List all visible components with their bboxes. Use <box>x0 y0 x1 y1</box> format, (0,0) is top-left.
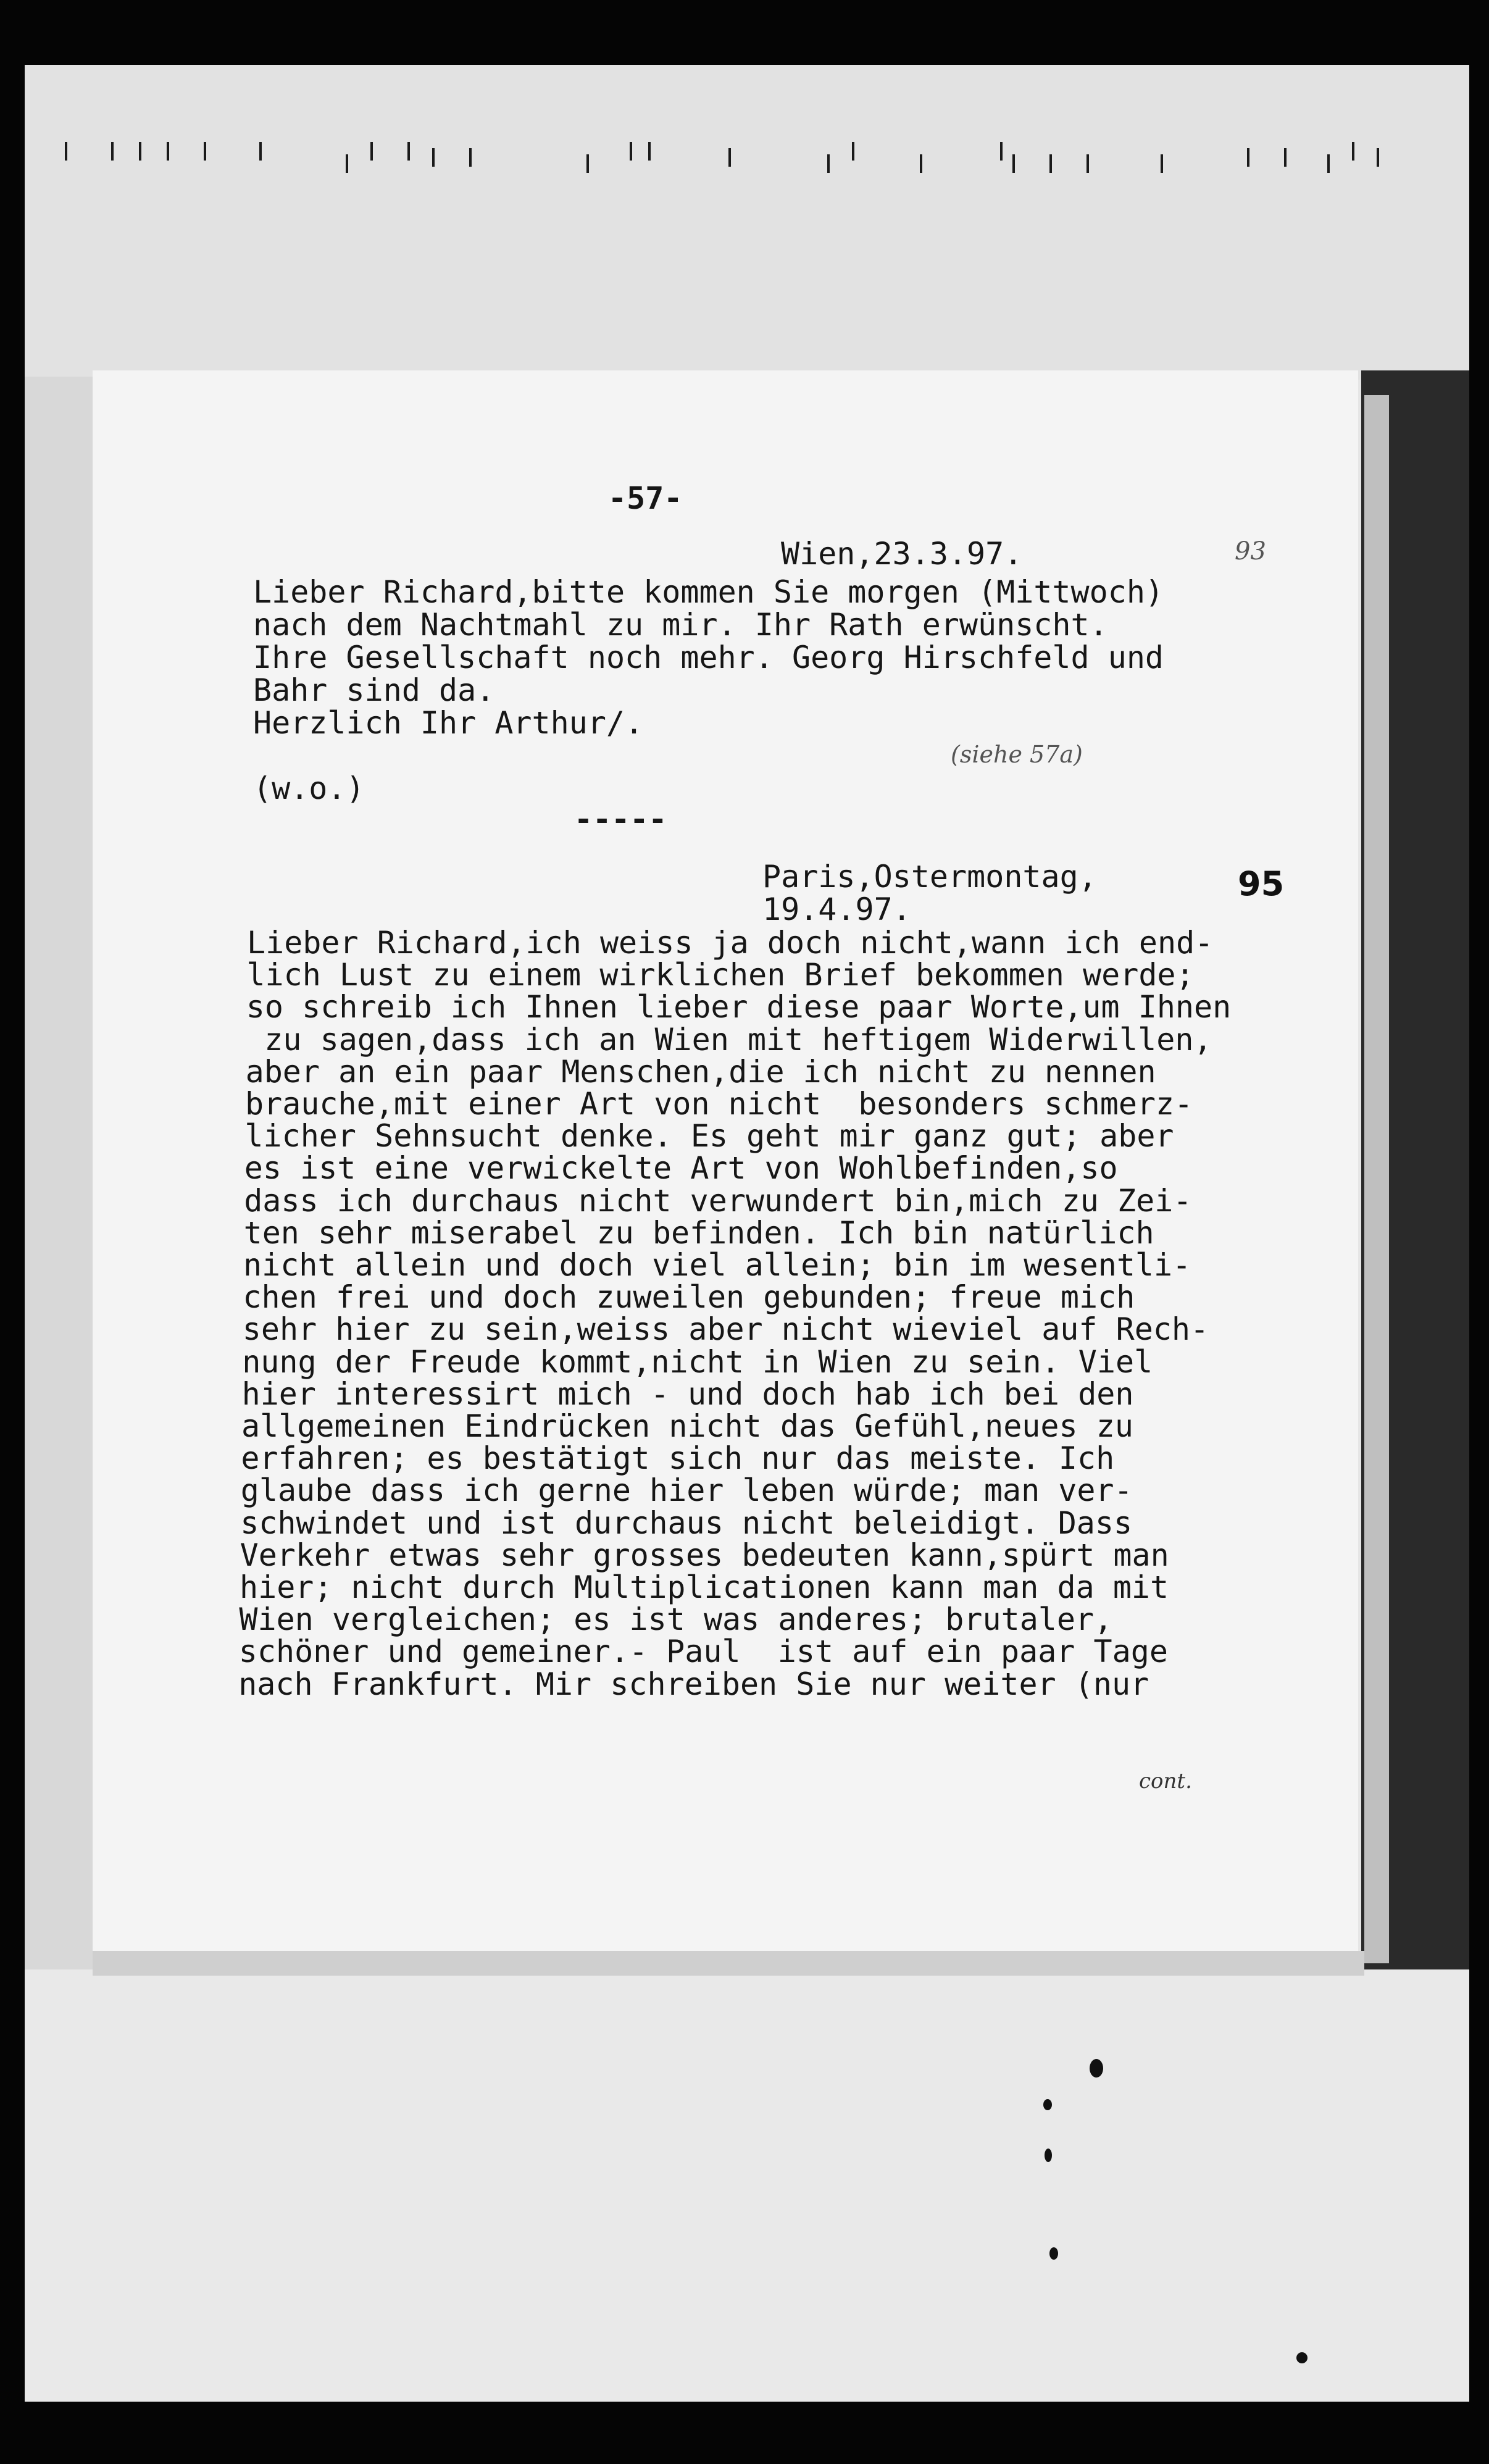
letter1-line: nach dem Nachtmahl zu mir. Ihr Rath erwünscht. <box>253 607 1108 643</box>
letter2-line: es ist eine verwickelte Art von Wohlbefinden,so <box>244 1150 1118 1187</box>
letter1-note: (w.o.) <box>253 771 365 806</box>
letter2-dateline-place: Paris,Ostermontag, <box>762 859 1097 895</box>
tick-mark <box>167 142 169 161</box>
letter1-dateline: Wien,23.3.97. <box>781 536 1023 572</box>
cont-note: cont. <box>1139 1769 1192 1794</box>
tick-mark <box>586 154 589 173</box>
tick-mark <box>407 142 410 161</box>
tick-mark <box>648 142 651 161</box>
letter2-line: nach Frankfurt. Mir schreiben Sie nur weiter (nur <box>238 1666 1149 1702</box>
letter1-line: Lieber Richard,bitte kommen Sie morgen (Mittwoch) <box>253 574 1164 610</box>
letter2-dateline-date: 19.4.97. <box>762 892 911 927</box>
letter2-line: schöner und gemeiner.- Paul ist auf ein paar Tage <box>238 1634 1168 1670</box>
tick-mark <box>469 148 472 167</box>
tick-mark <box>259 142 262 161</box>
letter2-line: Verkehr etwas sehr grosses bedeuten kann,spürt man <box>240 1537 1169 1573</box>
tick-mark <box>1284 148 1287 167</box>
letter2-line: lich Lust zu einem wirklichen Brief bekommen werde; <box>246 957 1195 993</box>
tick-mark <box>630 142 632 161</box>
left-page-edge <box>25 377 99 1969</box>
tick-mark <box>1352 142 1354 161</box>
right-page-edge <box>1364 395 1389 1963</box>
letter2-line: nicht allein und doch viel allein; bin im wesentli- <box>243 1247 1191 1283</box>
tick-mark <box>728 148 731 167</box>
letter2-line: brauche,mit einer Art von nicht besonders schmerz- <box>245 1086 1193 1122</box>
back-sheet-bottom <box>25 1963 1469 2402</box>
tick-mark <box>1327 154 1330 173</box>
letter2-line: ten sehr miserabel zu befinden. Ich bin natürlich <box>243 1214 1154 1251</box>
letter2-line: hier interessirt mich - und doch hab ich bei den <box>241 1376 1134 1412</box>
letter2-line: dass ich durchaus nicht verwundert bin,mich zu Zei- <box>244 1182 1192 1219</box>
tick-mark <box>1049 154 1052 173</box>
tick-mark <box>1000 142 1003 161</box>
ink-speck <box>1049 2247 1058 2260</box>
tick-mark <box>139 142 141 161</box>
tick-mark <box>827 154 830 173</box>
letter2-line: glaube dass ich gerne hier leben würde; man ver- <box>240 1472 1133 1509</box>
tick-mark <box>1161 154 1163 173</box>
archive-number-93: 93 <box>1235 537 1266 566</box>
tick-mark <box>346 154 348 173</box>
letter2-line: Wien vergleichen; es ist was anderes; brutaler, <box>239 1602 1113 1638</box>
tick-mark <box>65 142 67 161</box>
tick-mark <box>111 142 114 161</box>
letter2-line: chen frei und doch zuweilen gebunden; freue mich <box>243 1279 1135 1316</box>
ink-speck <box>1090 2059 1103 2078</box>
letter2-line: erfahren; es bestätigt sich nur das meiste. Ich <box>241 1440 1115 1477</box>
archive-number-95: 95 <box>1238 864 1285 903</box>
ink-speck <box>1045 2149 1052 2162</box>
separator: ----- <box>574 801 667 837</box>
letter2-line: schwindet und ist durchaus nicht beleidigt. Dass <box>240 1505 1133 1541</box>
letter1-line: Herzlich Ihr Arthur/. <box>253 705 644 741</box>
tick-mark <box>1012 154 1015 173</box>
letter2-line: sehr hier zu sein,weiss aber nicht wieviel auf Rech- <box>242 1311 1209 1348</box>
tick-mark <box>204 142 206 161</box>
page-bottom-edge <box>93 1951 1364 1976</box>
tick-mark <box>1087 154 1089 173</box>
letter2-line: Lieber Richard,ich weiss ja doch nicht,wann ich end- <box>247 925 1214 961</box>
tick-mark <box>432 148 435 167</box>
letter2-line: zu sagen,dass ich an Wien mit heftigem Widerwillen, <box>246 1021 1212 1058</box>
tick-mark <box>920 154 922 173</box>
ink-speck <box>1296 2352 1308 2363</box>
letter2-line: hier; nicht durch Multiplicationen kann man da mit <box>240 1569 1169 1605</box>
tick-mark <box>370 142 373 161</box>
tick-mark <box>852 142 854 161</box>
siehe-note: (siehe 57a) <box>951 741 1083 768</box>
letter1-line: Bahr sind da. <box>253 672 495 708</box>
back-sheet-top <box>25 65 1469 380</box>
page-number: -57- <box>608 480 683 516</box>
letter2-line: aber an ein paar Menschen,die ich nicht zu nennen <box>245 1053 1156 1090</box>
tick-mark <box>1247 148 1249 167</box>
ink-speck <box>1043 2099 1052 2110</box>
letter2-line: licher Sehnsucht denke. Es geht mir ganz gut; aber <box>244 1118 1174 1155</box>
letter2-line: so schreib ich Ihnen lieber diese paar Worte,um Ihnen <box>246 989 1232 1025</box>
tick-mark <box>1377 148 1379 167</box>
letter2-line: nung der Freude kommt,nicht in Wien zu sein. Viel <box>242 1343 1153 1380</box>
letter2-line: allgemeinen Eindrücken nicht das Gefühl,neues zu <box>241 1408 1133 1444</box>
letter1-line: Ihre Gesellschaft noch mehr. Georg Hirschfeld und <box>253 640 1164 675</box>
